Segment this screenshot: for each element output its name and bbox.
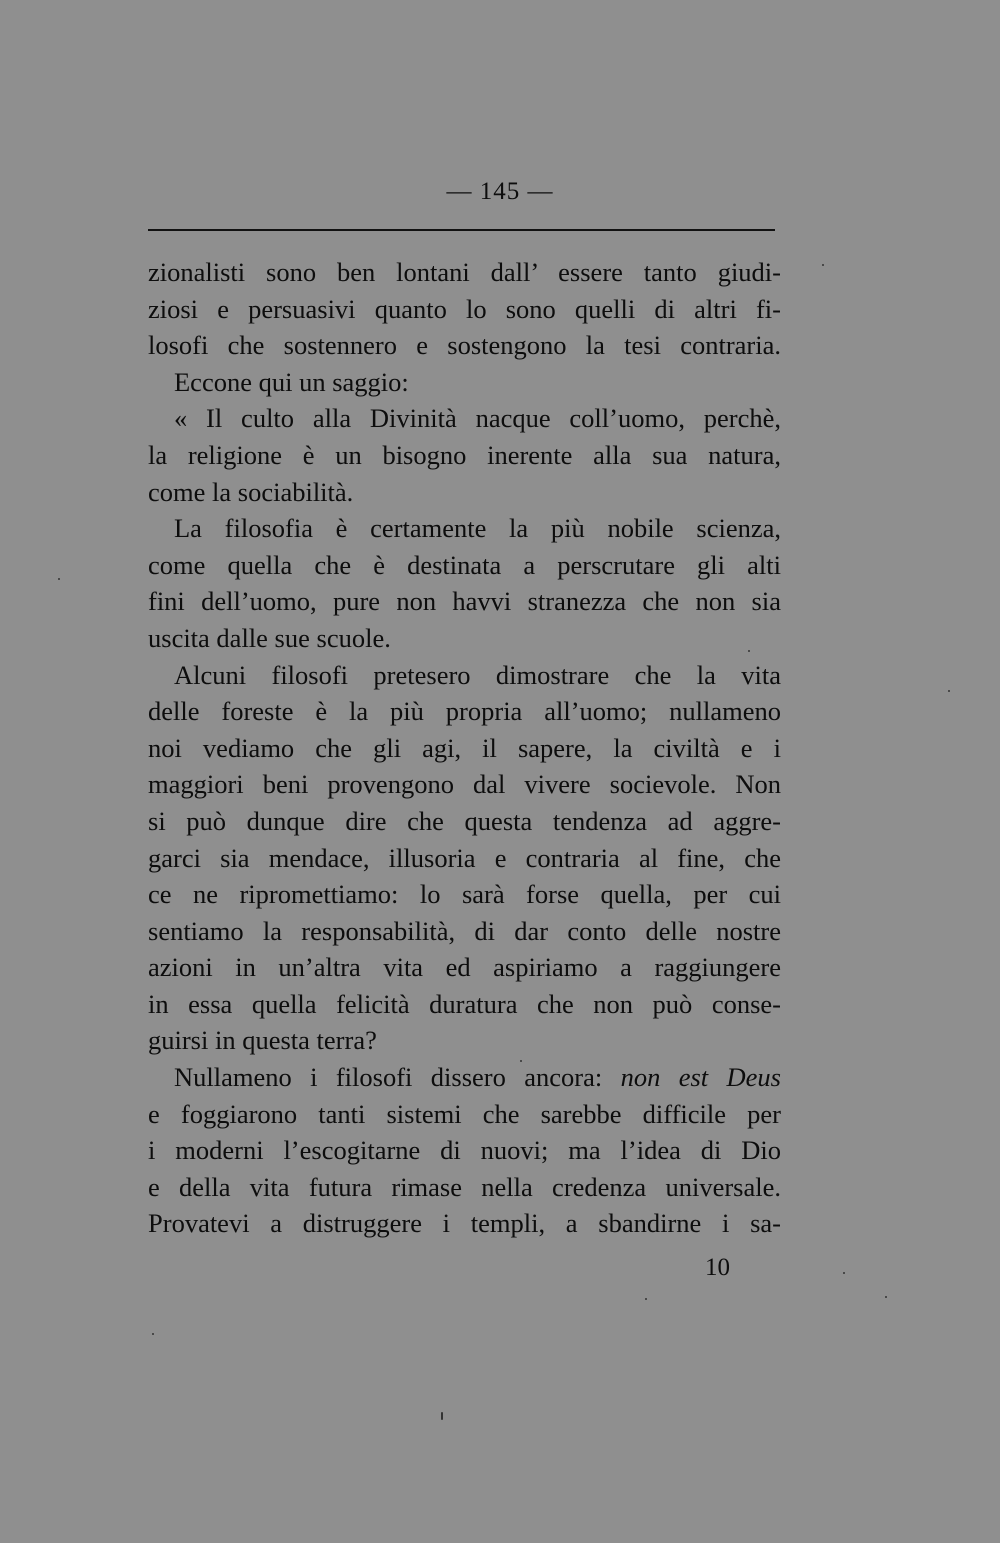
signature-mark: 10 xyxy=(705,1254,730,1281)
body-text xyxy=(148,254,781,1242)
text-line: garci sia mendace, illusoria e contraria al fine, che xyxy=(148,842,781,873)
dust-speck xyxy=(645,1298,647,1300)
text-line: azioni in un’altra vita ed aspiriamo a raggiungere xyxy=(148,952,781,983)
text-line: e della vita futura rimase nella credenza universale. xyxy=(148,1171,781,1202)
text-line: Eccone qui un saggio: xyxy=(174,366,409,397)
text-line: ziosi e persuasivi quanto lo sono quelli di altri fi- xyxy=(148,293,781,324)
text-line: come quella che è destinata a perscrutare gli alti xyxy=(148,549,781,580)
text-line: noi vediamo che gli agi, il sapere, la civiltà e i xyxy=(148,732,781,763)
text-segment: Nullameno i filosofi dissero ancora: xyxy=(174,1062,621,1093)
text-line: losofi che sostennero e sostengono la tesi contraria. xyxy=(148,330,781,361)
text-line: ce ne ripromettiamo: lo sarà forse quella, per cui xyxy=(148,879,781,910)
text-line: i moderni l’escogitarne di nuovi; ma l’idea di Dio xyxy=(148,1135,781,1166)
text-line: fini dell’uomo, pure non havvi stranezza che non sia xyxy=(148,586,781,617)
dust-speck xyxy=(948,690,950,692)
page-number: — 145 — xyxy=(446,178,554,205)
text-line: la religione è un bisogno inerente alla sua natura, xyxy=(148,439,781,470)
dust-speck xyxy=(58,578,60,580)
dust-speck xyxy=(520,1060,522,1062)
text-line: maggiori beni provengono dal vivere socievole. Non xyxy=(148,769,781,800)
text-line: sentiamo la responsabilità, di dar conto delle nostre xyxy=(148,915,781,946)
text-line: Provatevi a distruggere i templi, a sbandirne i sa- xyxy=(148,1208,781,1239)
dust-speck xyxy=(152,1333,154,1335)
text-line: si può dunque dire che questa tendenza ad aggre- xyxy=(148,805,781,836)
text-line-with-italic xyxy=(148,1059,781,1096)
text-line: delle foreste è la più propria all’uomo; nullameno xyxy=(148,696,781,727)
text-line: zionalisti sono ben lontani dall’ essere tanto giudi- xyxy=(148,257,781,287)
dust-speck xyxy=(843,1272,845,1274)
text-line: « Il culto alla Divinità nacque coll’uomo, perchè, xyxy=(174,403,781,434)
text-line: Alcuni filosofi pretesero dimostrare che la vita xyxy=(174,659,781,690)
dust-speck xyxy=(441,1412,443,1420)
dust-speck xyxy=(885,1296,887,1298)
text-line: e foggiarono tanti sistemi che sarebbe difficile per xyxy=(148,1098,781,1129)
text-line: uscita dalle sue scuole. xyxy=(148,622,391,653)
text-line: guirsi in questa terra? xyxy=(148,1025,377,1056)
header-rule xyxy=(148,229,775,231)
dust-speck xyxy=(822,264,824,266)
dust-speck xyxy=(748,650,750,652)
text-line: come la sociabilità. xyxy=(148,476,354,507)
italic-phrase: non est Deus xyxy=(620,1062,781,1093)
text-line: in essa quella felicità duratura che non può conse- xyxy=(148,988,781,1019)
text-line: La filosofia è certamente la più nobile scienza, xyxy=(174,513,781,544)
